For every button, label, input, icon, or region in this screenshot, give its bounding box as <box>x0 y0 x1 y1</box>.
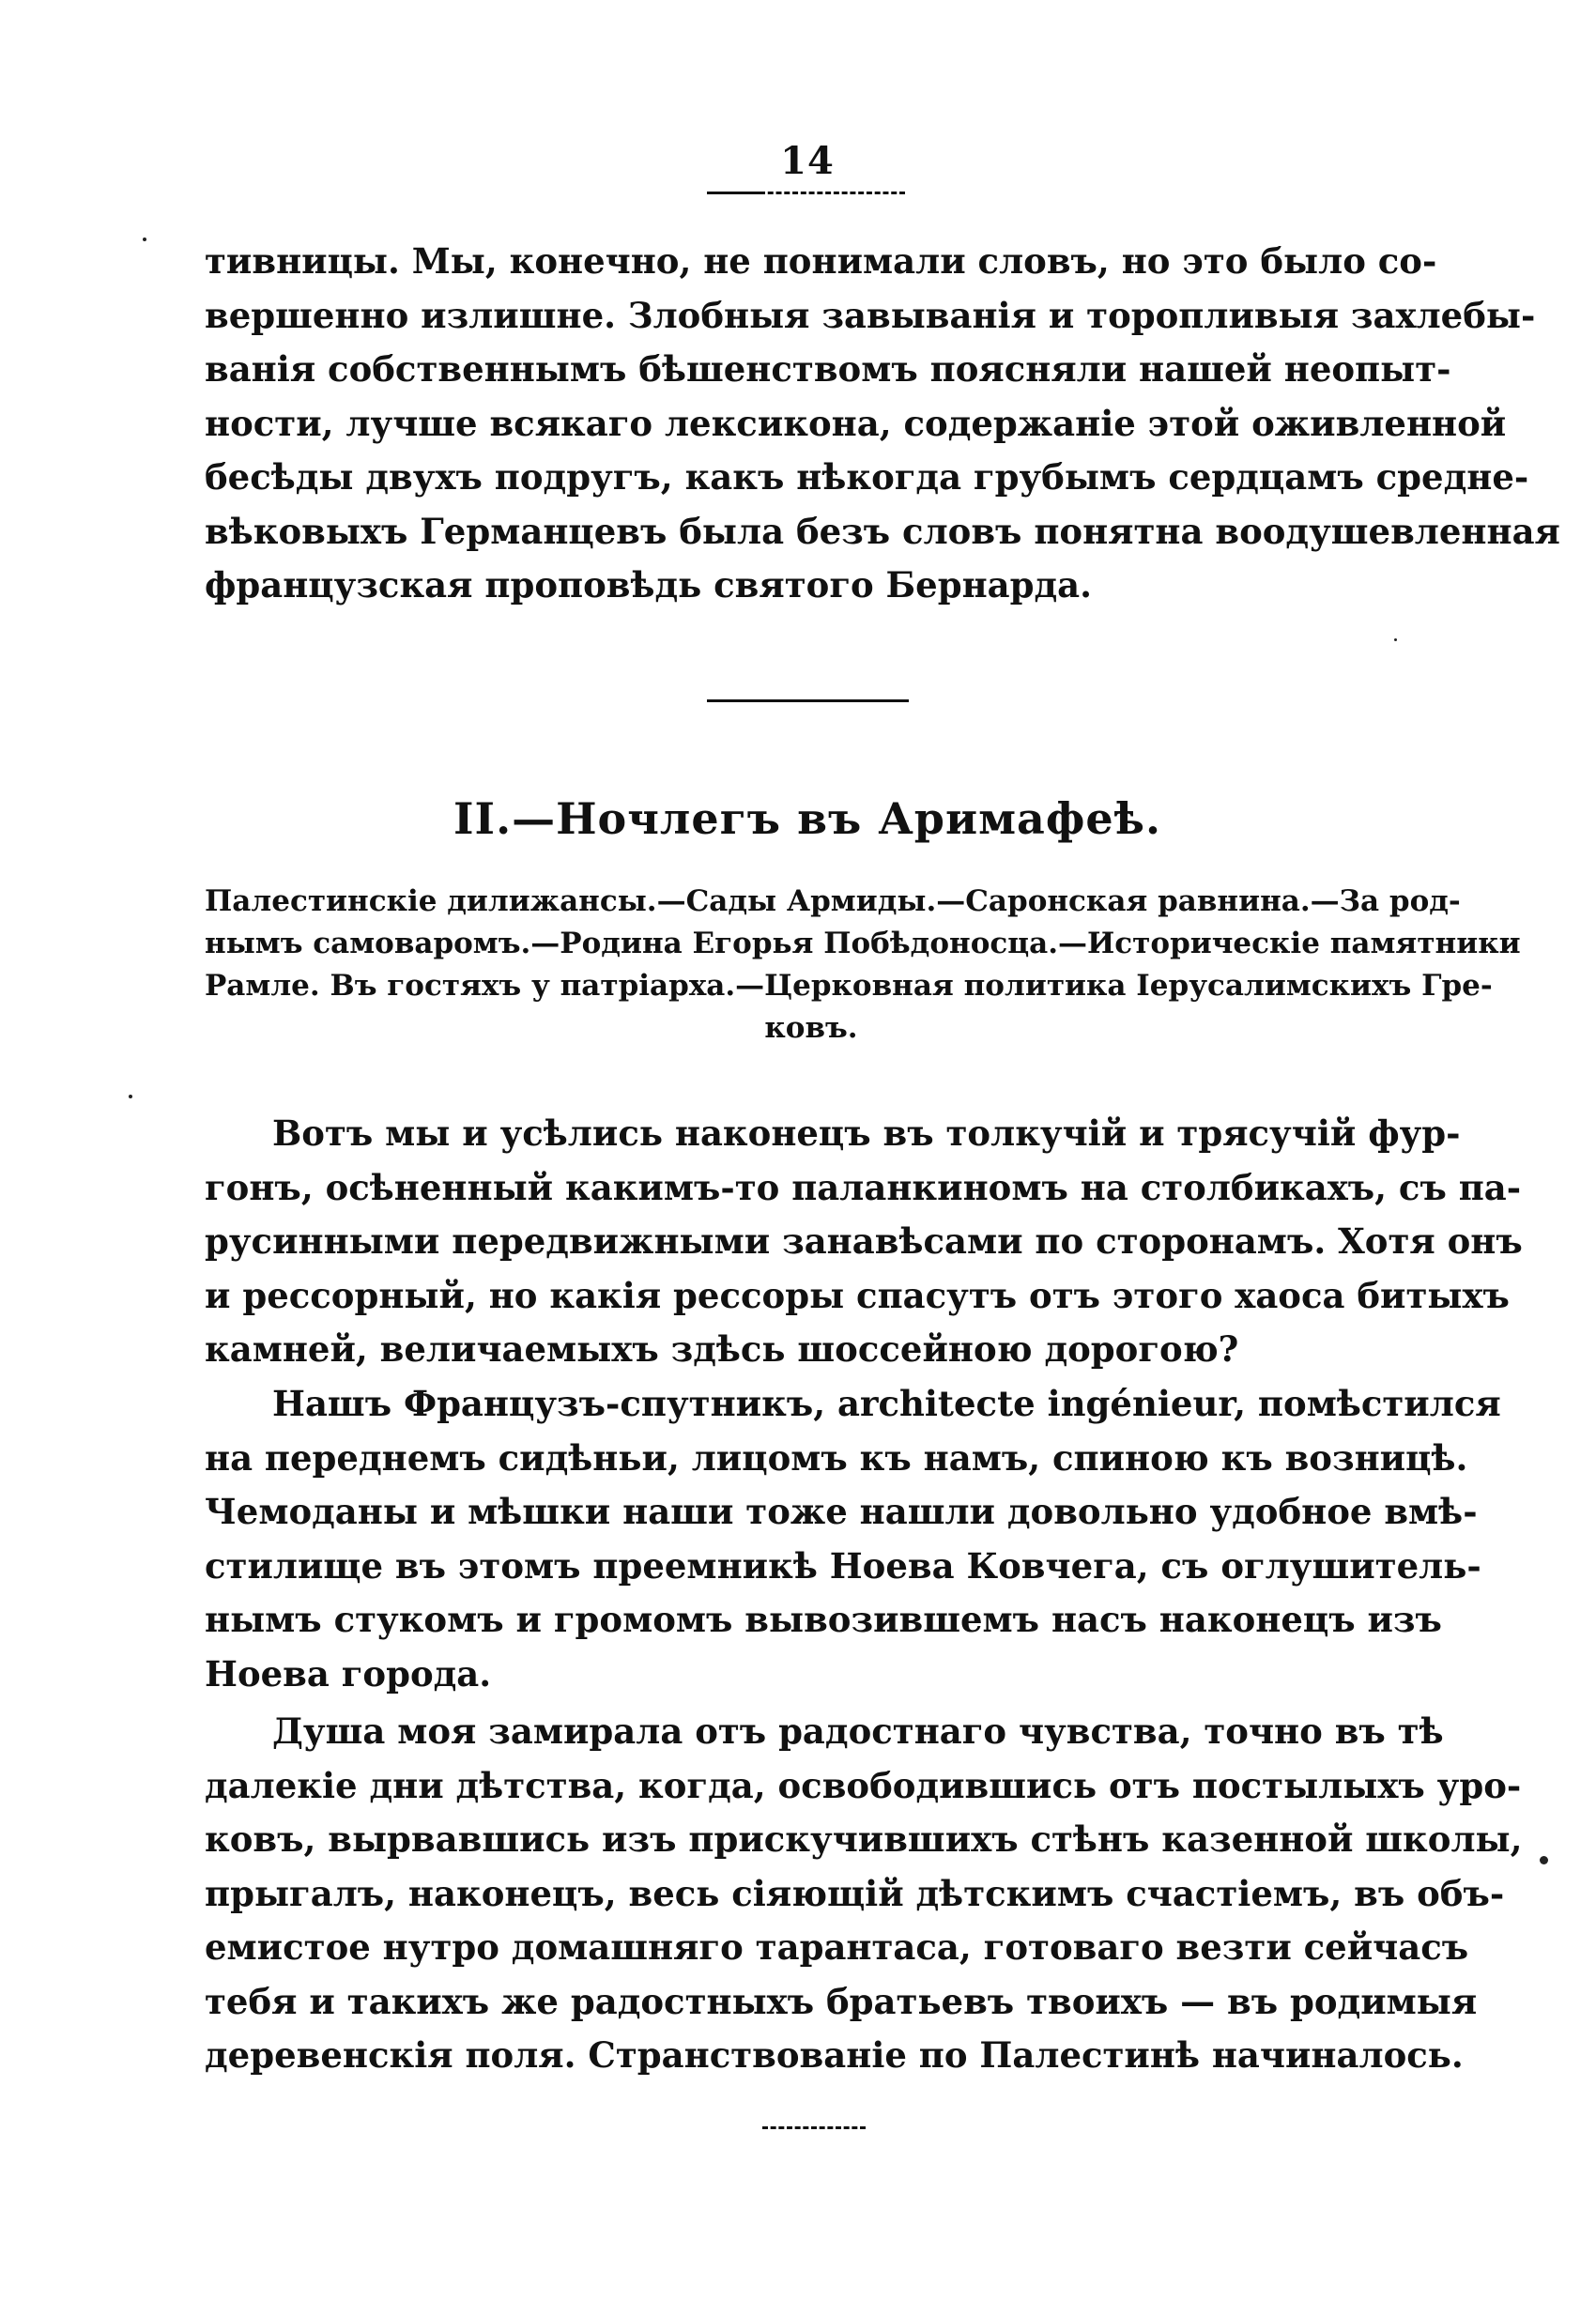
text-line: Нашъ Французъ-спутникъ, architecte ingénieur, помѣстился <box>272 1383 1501 1424</box>
summary-line: Палестинскіе дилижансы.—Сады Армиды.—Саронская равнина.—За род- <box>205 884 1461 918</box>
page-number: 14 <box>780 139 835 183</box>
text-line: стилище въ этомъ преемникѣ Ноева Ковчега, съ оглушитель- <box>205 1544 1481 1587</box>
scan-speck <box>129 1095 132 1098</box>
text-line: вѣковыхъ Германцевъ была безъ словъ понятна воодушевленная <box>205 510 1560 552</box>
scan-speck <box>143 238 146 241</box>
text-line: на переднемъ сидѣньи, лицомъ къ намъ, спиною къ возницѣ. <box>205 1436 1468 1479</box>
chapter-title: II.—Ночлегъ въ Аримафеѣ. <box>453 793 1161 844</box>
text-line: бесѣды двухъ подругъ, какъ нѣкогда грубымъ сердцамъ средне- <box>205 456 1529 498</box>
text-line: и рессорный, но какія рессоры спасутъ отъ этого хаоса битыхъ <box>205 1274 1510 1316</box>
text-line: тебя и такихъ же радостныхъ братьевъ твоихъ — въ родимыя <box>205 1980 1478 2022</box>
end-divider <box>762 2126 866 2129</box>
scan-speck <box>1394 638 1397 641</box>
summary-line: нымъ самоваромъ.—Родина Егорья Побѣдоносца.—Историческіе памятники <box>205 927 1521 960</box>
text-line: ванія собственнымъ бѣшенствомъ поясняли нашей неопыт- <box>205 348 1451 390</box>
summary-line: Рамле. Въ гостяхъ у патріарха.—Церковная политика Іерусалимскихъ Гре- <box>205 969 1493 1003</box>
text-line: деревенскія поля. Странствованіе по Палестинѣ начиналось. <box>205 2034 1464 2076</box>
top-paragraph <box>205 235 1560 613</box>
text-line: далекіе дни дѣтства, когда, освободившись отъ постылыхъ уро- <box>205 1764 1522 1806</box>
text-line: камней, величаемыхъ здѣсь шоссейною дорогою? <box>205 1328 1239 1370</box>
text-line: ности, лучше всякаго лексикона, содержаніе этой оживленной <box>205 402 1507 444</box>
chapter-summary <box>205 881 1521 1050</box>
text-line: нымъ стукомъ и громомъ вывозившемъ насъ наконецъ изъ <box>205 1599 1442 1640</box>
section-divider <box>707 699 909 702</box>
text-line: Душа моя замирала отъ радостнаго чувства, точно въ тѣ <box>272 1710 1444 1752</box>
text-line: прыгалъ, наконецъ, весь сіяющій дѣтскимъ счастіемъ, въ объ- <box>205 1872 1505 1914</box>
text-line: Чемоданы и мѣшки наши тоже нашли довольно удобное вмѣ- <box>205 1491 1478 1532</box>
summary-line: ковъ. <box>764 1011 858 1045</box>
paragraph-2 <box>205 1377 1501 1701</box>
page-number-underline <box>707 192 760 194</box>
paragraph-1 <box>205 1107 1523 1377</box>
paragraph-3 <box>205 1705 1523 2083</box>
text-line: Ноева города. <box>205 1652 492 1695</box>
page-number-underline-dashed <box>760 192 905 194</box>
text-line: тивницы. Мы, конечно, не понимали словъ, но это было со- <box>205 240 1437 282</box>
text-line: ковъ, вырвавшись изъ прискучившихъ стѣнъ казенной школы, <box>205 1818 1523 1860</box>
scan-speck <box>1540 1856 1548 1864</box>
text-line: гонъ, осѣненный какимъ-то паланкиномъ на столбикахъ, съ па- <box>205 1166 1522 1208</box>
text-line: французская проповѣдь святого Бернарда. <box>205 564 1093 606</box>
text-line: вершенно излишне. Злобныя завыванія и торопливыя захлебы- <box>205 294 1536 336</box>
text-line: русинными передвижными занавѣсами по сторонамъ. Хотя онъ <box>205 1220 1523 1262</box>
text-line: емистое нутро домашняго тарантаса, готоваго везти сейчасъ <box>205 1926 1469 1968</box>
text-line: Вотъ мы и усѣлись наконецъ въ толкучій и трясучій фур- <box>272 1112 1461 1154</box>
